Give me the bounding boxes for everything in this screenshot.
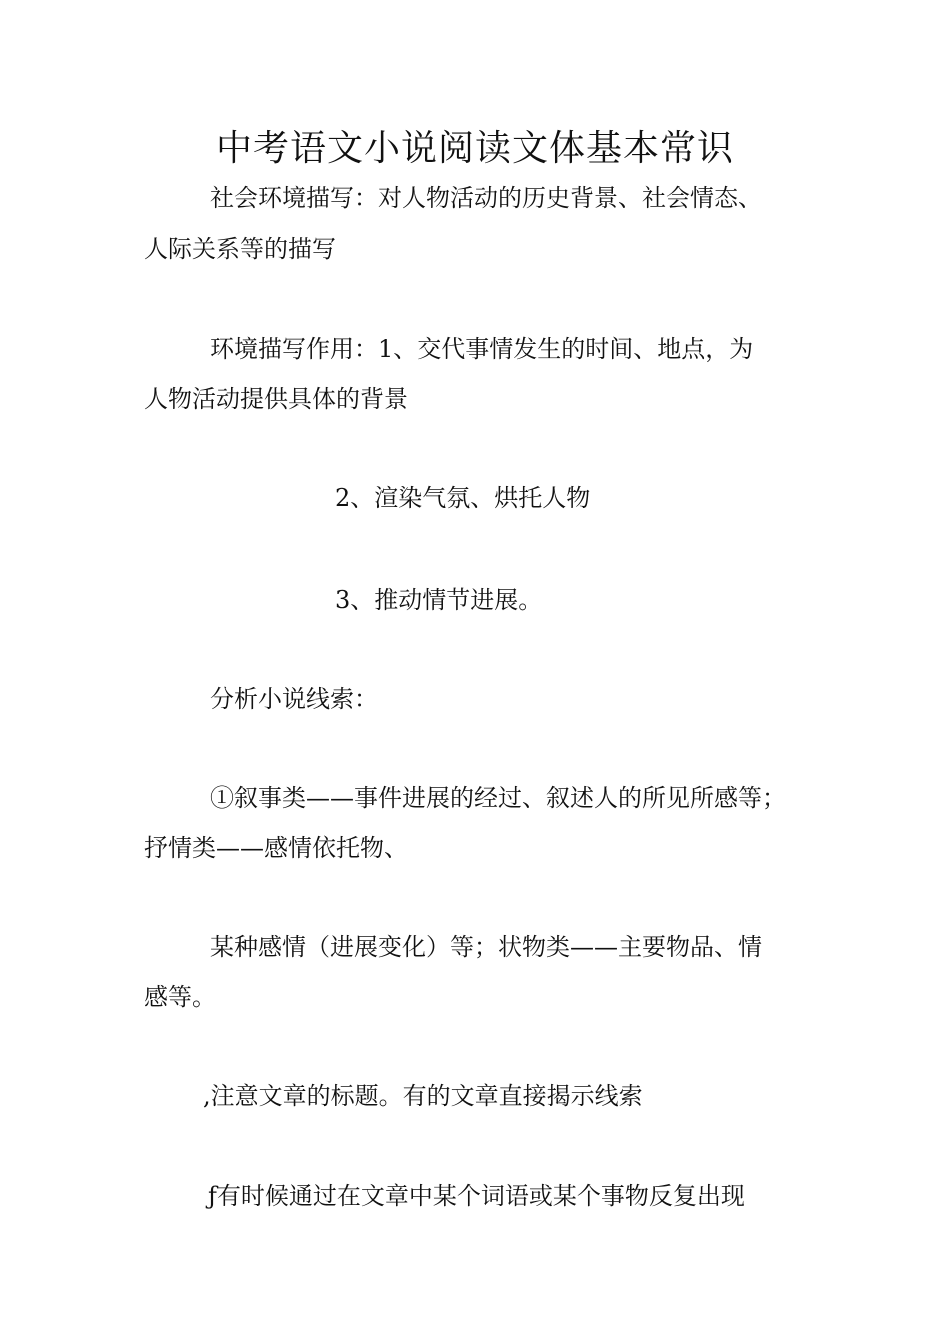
paragraph-repeated-clue: ƒ有时候通过在文章中某个词语或某个事物反复出现 [208, 1182, 745, 1210]
paragraph-function-item-2: 2、渲染气氛、烘托人物 [335, 484, 591, 512]
paragraph-environment-function-line1: 环境描写作用：1、交代事情发生的时间、地点，为 [210, 335, 754, 363]
paragraph-clue-heading: 分析小说线索： [210, 685, 378, 713]
paragraph-environment-function-line2: 人物活动提供具体的背景 [144, 385, 408, 413]
paragraph-social-environment-line2: 人际关系等的描写 [144, 235, 336, 263]
paragraph-clue-types-line1: ①叙事类——事件进展的经过、叙述人的所见所感等； [210, 784, 786, 812]
paragraph-title-clue: ,注意文章的标题。有的文章直接揭示线索 [203, 1082, 643, 1110]
paragraph-function-item-3: 3、推动情节进展。 [335, 586, 543, 614]
paragraph-social-environment-line1: 社会环境描写：对人物活动的历史背景、社会情态、 [210, 184, 762, 212]
paragraph-emotion-line2: 感等。 [144, 983, 216, 1011]
paragraph-emotion-line1: 某种感情（进展变化）等；状物类——主要物品、情 [210, 933, 762, 961]
paragraph-clue-types-line2: 抒情类——感情依托物、 [144, 834, 408, 862]
document-title: 中考语文小说阅读文体基本常识 [215, 128, 734, 169]
